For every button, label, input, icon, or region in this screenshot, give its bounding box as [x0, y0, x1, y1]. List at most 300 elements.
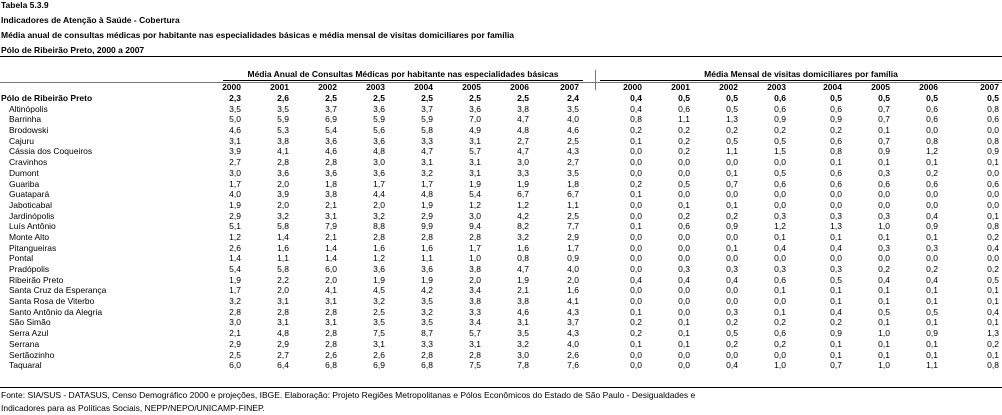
cell-visitas: 0,3: [830, 210, 842, 221]
cell-visitas: 0,0: [630, 157, 642, 168]
cell-consultas: 2,1: [517, 285, 529, 296]
cell-visitas: 0,1: [987, 285, 999, 296]
row-label: Barrinha: [9, 114, 42, 125]
cell-visitas: 0,4: [630, 103, 642, 114]
cell-visitas: 0,2: [830, 125, 842, 136]
cell-consultas: 3,2: [517, 338, 529, 349]
cell-visitas: 0,4: [630, 274, 642, 285]
row-label: Taquaral: [9, 360, 42, 371]
cell-consultas: 3,1: [325, 317, 337, 328]
cell-visitas: 0,5: [726, 103, 738, 114]
row-label: Brodowski: [9, 125, 49, 136]
cell-consultas: 3,1: [469, 157, 481, 168]
year-header: 2003: [366, 82, 385, 92]
cell-visitas: 1,2: [926, 146, 938, 157]
row-label: Cássia dos Coqueiros: [9, 146, 93, 157]
cell-consultas: 1,6: [567, 285, 579, 296]
cell-consultas: 3,8: [469, 296, 481, 307]
cell-visitas: 1,3: [726, 114, 738, 125]
table-row: [0, 179, 1002, 190]
cell-visitas: 0,0: [630, 360, 642, 371]
row-label: Cravinhos: [9, 157, 48, 168]
cell-consultas: 3,2: [517, 231, 529, 242]
cell-visitas: 0,4: [678, 274, 690, 285]
cell-consultas: 1,6: [277, 242, 289, 253]
table-row: [0, 275, 1002, 286]
cell-visitas: 0,1: [987, 210, 999, 221]
cell-consultas: 3,9: [277, 189, 289, 200]
row-label: Pradópolis: [9, 264, 50, 274]
cell-visitas: 0,6: [774, 103, 786, 114]
cell-visitas: 0,6: [774, 93, 786, 103]
table-subtitle: Pólo de Ribeirão Preto, 2000 a 2007: [1, 45, 145, 55]
source-note: Fonte: SIA/SUS - DATASUS, Censo Demográfico 2000 e projeções, IBGE. Elaboração: Projeto Regiões Metropolitanas e Pólos Econômicos do Estado de São Paulo - Desigualdades e: [1, 390, 696, 400]
cell-visitas: 0,0: [726, 349, 738, 360]
cell-visitas: 0,3: [774, 264, 786, 274]
cell-consultas: 2,2: [277, 274, 289, 285]
cell-consultas: 3,5: [567, 167, 579, 178]
cell-visitas: 0,2: [726, 338, 738, 349]
row-label: Ribeirão Preto: [9, 274, 64, 285]
cell-consultas: 2,3: [229, 93, 241, 103]
cell-visitas: 0,0: [726, 231, 738, 242]
cell-visitas: 0,1: [678, 338, 690, 349]
cell-consultas: 1,7: [567, 242, 579, 253]
cell-visitas: 0,0: [630, 242, 642, 253]
cell-consultas: 5,6: [373, 125, 385, 136]
group-header-visitas: Média Mensal de visitas domiciliares por família: [704, 69, 898, 79]
group-underline-right: [600, 80, 1002, 81]
cell-visitas: 0,0: [726, 253, 738, 264]
year-header: 2005: [462, 82, 481, 92]
cell-visitas: 0,1: [987, 157, 999, 168]
cell-visitas: 0,1: [630, 338, 642, 349]
year-header: 2006: [510, 82, 529, 92]
cell-visitas: 0,1: [926, 231, 938, 242]
cell-visitas: 0,1: [830, 338, 842, 349]
cell-consultas: 2,5: [373, 93, 385, 103]
cell-consultas: 2,0: [277, 285, 289, 296]
cell-consultas: 3,0: [517, 157, 529, 168]
cell-consultas: 4,7: [517, 114, 529, 125]
cell-visitas: 0,1: [926, 349, 938, 360]
cell-visitas: 0,4: [987, 242, 999, 253]
cell-consultas: 2,7: [567, 157, 579, 168]
cell-consultas: 5,7: [469, 328, 481, 339]
bottom-divider: [0, 387, 1002, 388]
cell-consultas: 2,0: [567, 274, 579, 285]
table-row: [0, 146, 1002, 157]
cell-consultas: 7,5: [373, 328, 385, 339]
cell-visitas: 0,6: [678, 221, 690, 232]
cell-visitas: 0,0: [678, 285, 690, 296]
cell-consultas: 4,6: [517, 306, 529, 317]
cell-consultas: 3,6: [325, 167, 337, 178]
cell-visitas: 0,6: [926, 114, 938, 125]
cell-visitas: 0,6: [926, 103, 938, 114]
cell-visitas: 0,9: [830, 114, 842, 125]
cell-visitas: 0,0: [987, 167, 999, 178]
cell-visitas: 0,0: [878, 189, 890, 200]
cell-visitas: 0,0: [878, 253, 890, 264]
cell-consultas: 2,8: [325, 306, 337, 317]
cell-consultas: 4,6: [325, 146, 337, 157]
cell-consultas: 1,0: [469, 253, 481, 264]
table-category: Indicadores de Atenção à Saúde - Cobertura: [1, 15, 180, 25]
cell-visitas: 0,6: [678, 103, 690, 114]
cell-visitas: 0,0: [926, 199, 938, 210]
table-number: Tabela 5.3.9: [1, 0, 49, 10]
table-row: [0, 114, 1002, 125]
cell-visitas: 0,4: [726, 360, 738, 371]
cell-consultas: 1,6: [421, 242, 433, 253]
cell-consultas: 1,7: [373, 178, 385, 189]
cell-consultas: 5,7: [469, 146, 481, 157]
cell-visitas: 0,2: [678, 146, 690, 157]
cell-visitas: 0,0: [830, 253, 842, 264]
cell-visitas: 0,0: [774, 253, 786, 264]
cell-consultas: 6,8: [325, 360, 337, 371]
cell-consultas: 3,4: [469, 285, 481, 296]
cell-visitas: 0,0: [630, 349, 642, 360]
cell-visitas: 0,5: [878, 93, 890, 103]
cell-visitas: 0,2: [987, 231, 999, 242]
cell-consultas: 1,8: [325, 178, 337, 189]
cell-consultas: 3,1: [325, 210, 337, 221]
cell-consultas: 4,0: [567, 264, 579, 274]
cell-consultas: 3,2: [373, 210, 385, 221]
cell-visitas: 0,1: [630, 135, 642, 146]
cell-visitas: 0,4: [830, 242, 842, 253]
cell-consultas: 8,8: [373, 221, 385, 232]
cell-consultas: 5,0: [229, 114, 241, 125]
cell-visitas: 0,1: [926, 338, 938, 349]
cell-consultas: 4,7: [517, 146, 529, 157]
table-row-total: [0, 93, 1002, 104]
cell-consultas: 5,8: [421, 125, 433, 136]
table-row: [0, 350, 1002, 361]
cell-visitas: 0,6: [774, 328, 786, 339]
cell-visitas: 0,0: [630, 199, 642, 210]
cell-visitas: 0,3: [926, 242, 938, 253]
table-row: [0, 253, 1002, 264]
cell-visitas: 0,7: [726, 178, 738, 189]
cell-consultas: 4,8: [373, 146, 385, 157]
year-header: 2002: [318, 82, 337, 92]
cell-visitas: 0,2: [830, 317, 842, 328]
cell-consultas: 3,1: [373, 338, 385, 349]
cell-visitas: 0,1: [878, 285, 890, 296]
cell-visitas: 0,5: [926, 306, 938, 317]
cell-consultas: 3,9: [229, 146, 241, 157]
cell-consultas: 3,7: [421, 103, 433, 114]
cell-consultas: 2,5: [229, 349, 241, 360]
cell-visitas: 0,9: [987, 146, 999, 157]
cell-visitas: 0,6: [830, 135, 842, 146]
row-label: Santa Rosa de Viterbo: [9, 296, 95, 307]
cell-visitas: 1,1: [678, 114, 690, 125]
cell-consultas: 1,9: [517, 178, 529, 189]
cell-visitas: 0,1: [726, 199, 738, 210]
cell-visitas: 0,8: [987, 103, 999, 114]
cell-consultas: 1,7: [229, 285, 241, 296]
cell-visitas: 0,0: [830, 199, 842, 210]
row-label: Santa Cruz da Esperança: [9, 285, 107, 296]
cell-visitas: 0,3: [726, 264, 738, 274]
cell-consultas: 3,5: [373, 317, 385, 328]
cell-consultas: 3,5: [421, 296, 433, 307]
cell-visitas: 0,0: [630, 296, 642, 307]
cell-consultas: 3,8: [469, 264, 481, 274]
cell-visitas: 0,5: [726, 135, 738, 146]
year-header: 2007: [560, 82, 579, 92]
year-header: 2004: [414, 82, 433, 92]
cell-consultas: 7,5: [469, 360, 481, 371]
cell-visitas: 0,8: [987, 221, 999, 232]
cell-consultas: 6,7: [567, 189, 579, 200]
cell-consultas: 2,8: [469, 349, 481, 360]
cell-visitas: 0,8: [926, 135, 938, 146]
cell-visitas: 0,0: [630, 264, 642, 274]
cell-consultas: 1,1: [567, 199, 579, 210]
row-label: Cajuru: [9, 135, 35, 146]
cell-visitas: 0,1: [987, 349, 999, 360]
year-header: 2005: [871, 82, 890, 92]
cell-consultas: 3,5: [421, 317, 433, 328]
cell-visitas: 0,8: [630, 114, 642, 125]
cell-consultas: 3,5: [517, 328, 529, 339]
cell-visitas: 0,1: [630, 189, 642, 200]
table-row: [0, 307, 1002, 318]
cell-visitas: 0,5: [987, 93, 999, 103]
cell-consultas: 4,3: [567, 328, 579, 339]
row-label: Serrana: [9, 338, 40, 349]
cell-visitas: 0,2: [774, 125, 786, 136]
cell-consultas: 1,4: [325, 253, 337, 264]
cell-consultas: 3,1: [421, 157, 433, 168]
cell-consultas: 2,7: [277, 349, 289, 360]
cell-visitas: 0,6: [926, 178, 938, 189]
cell-visitas: 0,4: [830, 306, 842, 317]
cell-consultas: 6,7: [517, 189, 529, 200]
cell-consultas: 2,5: [469, 93, 481, 103]
cell-consultas: 4,8: [421, 189, 433, 200]
cell-visitas: 0,5: [774, 167, 786, 178]
table-row: [0, 317, 1002, 328]
cell-visitas: 0,3: [678, 264, 690, 274]
cell-consultas: 2,0: [277, 199, 289, 210]
cell-visitas: 0,5: [830, 274, 842, 285]
cell-consultas: 5,9: [373, 114, 385, 125]
cell-consultas: 3,7: [567, 317, 579, 328]
cell-consultas: 3,8: [325, 189, 337, 200]
year-header: 2001: [270, 82, 289, 92]
cell-visitas: 0,2: [678, 210, 690, 221]
top-divider: [0, 56, 1002, 57]
table-row: [0, 232, 1002, 243]
cell-consultas: 8,7: [421, 328, 433, 339]
cell-consultas: 0,9: [567, 253, 579, 264]
cell-visitas: 0,9: [774, 114, 786, 125]
cell-visitas: 0,6: [987, 178, 999, 189]
cell-visitas: 0,3: [726, 306, 738, 317]
table-body: [0, 93, 1002, 371]
cell-consultas: 3,5: [277, 103, 289, 114]
cell-consultas: 3,3: [469, 306, 481, 317]
cell-visitas: 0,5: [830, 93, 842, 103]
cell-consultas: 4,0: [567, 114, 579, 125]
cell-consultas: 3,2: [277, 210, 289, 221]
cell-visitas: 0,0: [630, 167, 642, 178]
cell-consultas: 3,1: [229, 135, 241, 146]
cell-consultas: 2,8: [325, 328, 337, 339]
year-header: 2007: [980, 82, 999, 92]
cell-visitas: 0,0: [987, 189, 999, 200]
cell-visitas: 0,1: [926, 317, 938, 328]
cell-visitas: 1,0: [878, 221, 890, 232]
cell-consultas: 6,9: [373, 360, 385, 371]
cell-visitas: 0,7: [830, 360, 842, 371]
cell-visitas: 0,6: [774, 178, 786, 189]
cell-consultas: 9,9: [421, 221, 433, 232]
cell-consultas: 5,1: [229, 221, 241, 232]
cell-consultas: 4,1: [567, 296, 579, 307]
cell-visitas: 0,6: [830, 167, 842, 178]
cell-visitas: 0,0: [774, 189, 786, 200]
cell-visitas: 0,1: [830, 231, 842, 242]
cell-visitas: 0,3: [830, 264, 842, 274]
group-header-consultas: Média Anual de Consultas Médicas por habitante nas especialidades básicas: [247, 69, 559, 79]
cell-visitas: 0,2: [926, 167, 938, 178]
cell-consultas: 3,2: [373, 296, 385, 307]
cell-consultas: 4,3: [567, 146, 579, 157]
cell-consultas: 4,3: [567, 306, 579, 317]
cell-visitas: 1,5: [774, 146, 786, 157]
cell-visitas: 0,2: [726, 210, 738, 221]
cell-consultas: 3,5: [229, 103, 241, 114]
cell-visitas: 0,3: [878, 167, 890, 178]
cell-consultas: 4,7: [421, 146, 433, 157]
cell-consultas: 3,3: [421, 135, 433, 146]
cell-consultas: 3,6: [277, 167, 289, 178]
table-row: [0, 136, 1002, 147]
year-header: 2003: [767, 82, 786, 92]
cell-visitas: 0,5: [726, 93, 738, 103]
cell-consultas: 2,0: [373, 199, 385, 210]
cell-visitas: 0,2: [678, 135, 690, 146]
cell-visitas: 0,2: [678, 125, 690, 136]
cell-consultas: 7,0: [469, 114, 481, 125]
cell-consultas: 3,6: [373, 264, 385, 274]
table-row: [0, 125, 1002, 136]
cell-visitas: 0,0: [678, 231, 690, 242]
table-row: [0, 360, 1002, 371]
cell-consultas: 1,7: [421, 178, 433, 189]
cell-consultas: 2,5: [517, 93, 529, 103]
cell-consultas: 6,0: [325, 264, 337, 274]
table-row: [0, 296, 1002, 307]
cell-visitas: 0,0: [678, 296, 690, 307]
cell-visitas: 0,8: [830, 146, 842, 157]
source-note-continued: Indicadores para as Políticas Sociais, NEPP/NEPO/UNICAMP-FINEP.: [1, 403, 265, 413]
row-label: Guatapará: [9, 189, 50, 200]
cell-visitas: 0,0: [678, 167, 690, 178]
cell-consultas: 2,8: [277, 157, 289, 168]
cell-consultas: 6,9: [325, 114, 337, 125]
cell-visitas: 0,4: [987, 306, 999, 317]
cell-visitas: 0,4: [726, 274, 738, 285]
table-title: Média anual de consultas médicas por habitante nas especialidades básicas e média mensal de visitas domiciliares por família: [1, 30, 515, 40]
cell-visitas: 0,0: [726, 189, 738, 200]
cell-visitas: 0,1: [878, 338, 890, 349]
table-row: [0, 264, 1002, 275]
cell-visitas: 0,6: [878, 178, 890, 189]
cell-consultas: 2,5: [567, 210, 579, 221]
cell-consultas: 3,1: [469, 135, 481, 146]
cell-visitas: 0,1: [878, 231, 890, 242]
cell-visitas: 0,1: [726, 242, 738, 253]
cell-visitas: 0,1: [726, 167, 738, 178]
row-label: Pontal: [9, 253, 34, 264]
cell-visitas: 0,5: [987, 274, 999, 285]
cell-consultas: 2,6: [229, 242, 241, 253]
cell-consultas: 1,6: [373, 242, 385, 253]
cell-visitas: 0,5: [678, 93, 690, 103]
cell-consultas: 2,8: [325, 338, 337, 349]
row-label: Guariba: [9, 178, 40, 189]
cell-consultas: 5,4: [325, 125, 337, 136]
cell-consultas: 3,2: [229, 296, 241, 307]
row-label: Pitangueiras: [9, 242, 57, 253]
cell-consultas: 3,8: [517, 103, 529, 114]
cell-consultas: 0,8: [517, 253, 529, 264]
cell-consultas: 2,6: [325, 349, 337, 360]
cell-consultas: 2,1: [229, 328, 241, 339]
cell-visitas: 0,2: [630, 317, 642, 328]
cell-consultas: 3,4: [469, 317, 481, 328]
cell-consultas: 3,6: [373, 135, 385, 146]
cell-visitas: 0,0: [926, 189, 938, 200]
cell-visitas: 0,7: [878, 114, 890, 125]
cell-consultas: 1,9: [517, 274, 529, 285]
cell-consultas: 2,0: [469, 274, 481, 285]
cell-consultas: 4,8: [517, 125, 529, 136]
cell-consultas: 3,6: [421, 264, 433, 274]
cell-consultas: 5,4: [469, 189, 481, 200]
row-label: Dumont: [9, 167, 39, 178]
cell-consultas: 3,6: [373, 103, 385, 114]
cell-consultas: 4,0: [229, 189, 241, 200]
cell-visitas: 0,0: [630, 253, 642, 264]
cell-consultas: 6,8: [421, 360, 433, 371]
cell-visitas: 0,8: [987, 135, 999, 146]
cell-consultas: 5,3: [277, 125, 289, 136]
cell-consultas: 1,9: [469, 178, 481, 189]
row-label: Jardinópolis: [9, 210, 55, 221]
cell-consultas: 2,8: [469, 231, 481, 242]
cell-consultas: 1,8: [567, 178, 579, 189]
cell-visitas: 0,0: [630, 146, 642, 157]
cell-visitas: 0,0: [926, 253, 938, 264]
cell-visitas: 0,0: [774, 296, 786, 307]
table-row: [0, 243, 1002, 254]
cell-consultas: 1,2: [517, 199, 529, 210]
cell-consultas: 6,4: [277, 360, 289, 371]
cell-consultas: 3,0: [517, 349, 529, 360]
cell-consultas: 1,6: [517, 242, 529, 253]
cell-visitas: 0,0: [678, 306, 690, 317]
cell-consultas: 4,2: [517, 210, 529, 221]
